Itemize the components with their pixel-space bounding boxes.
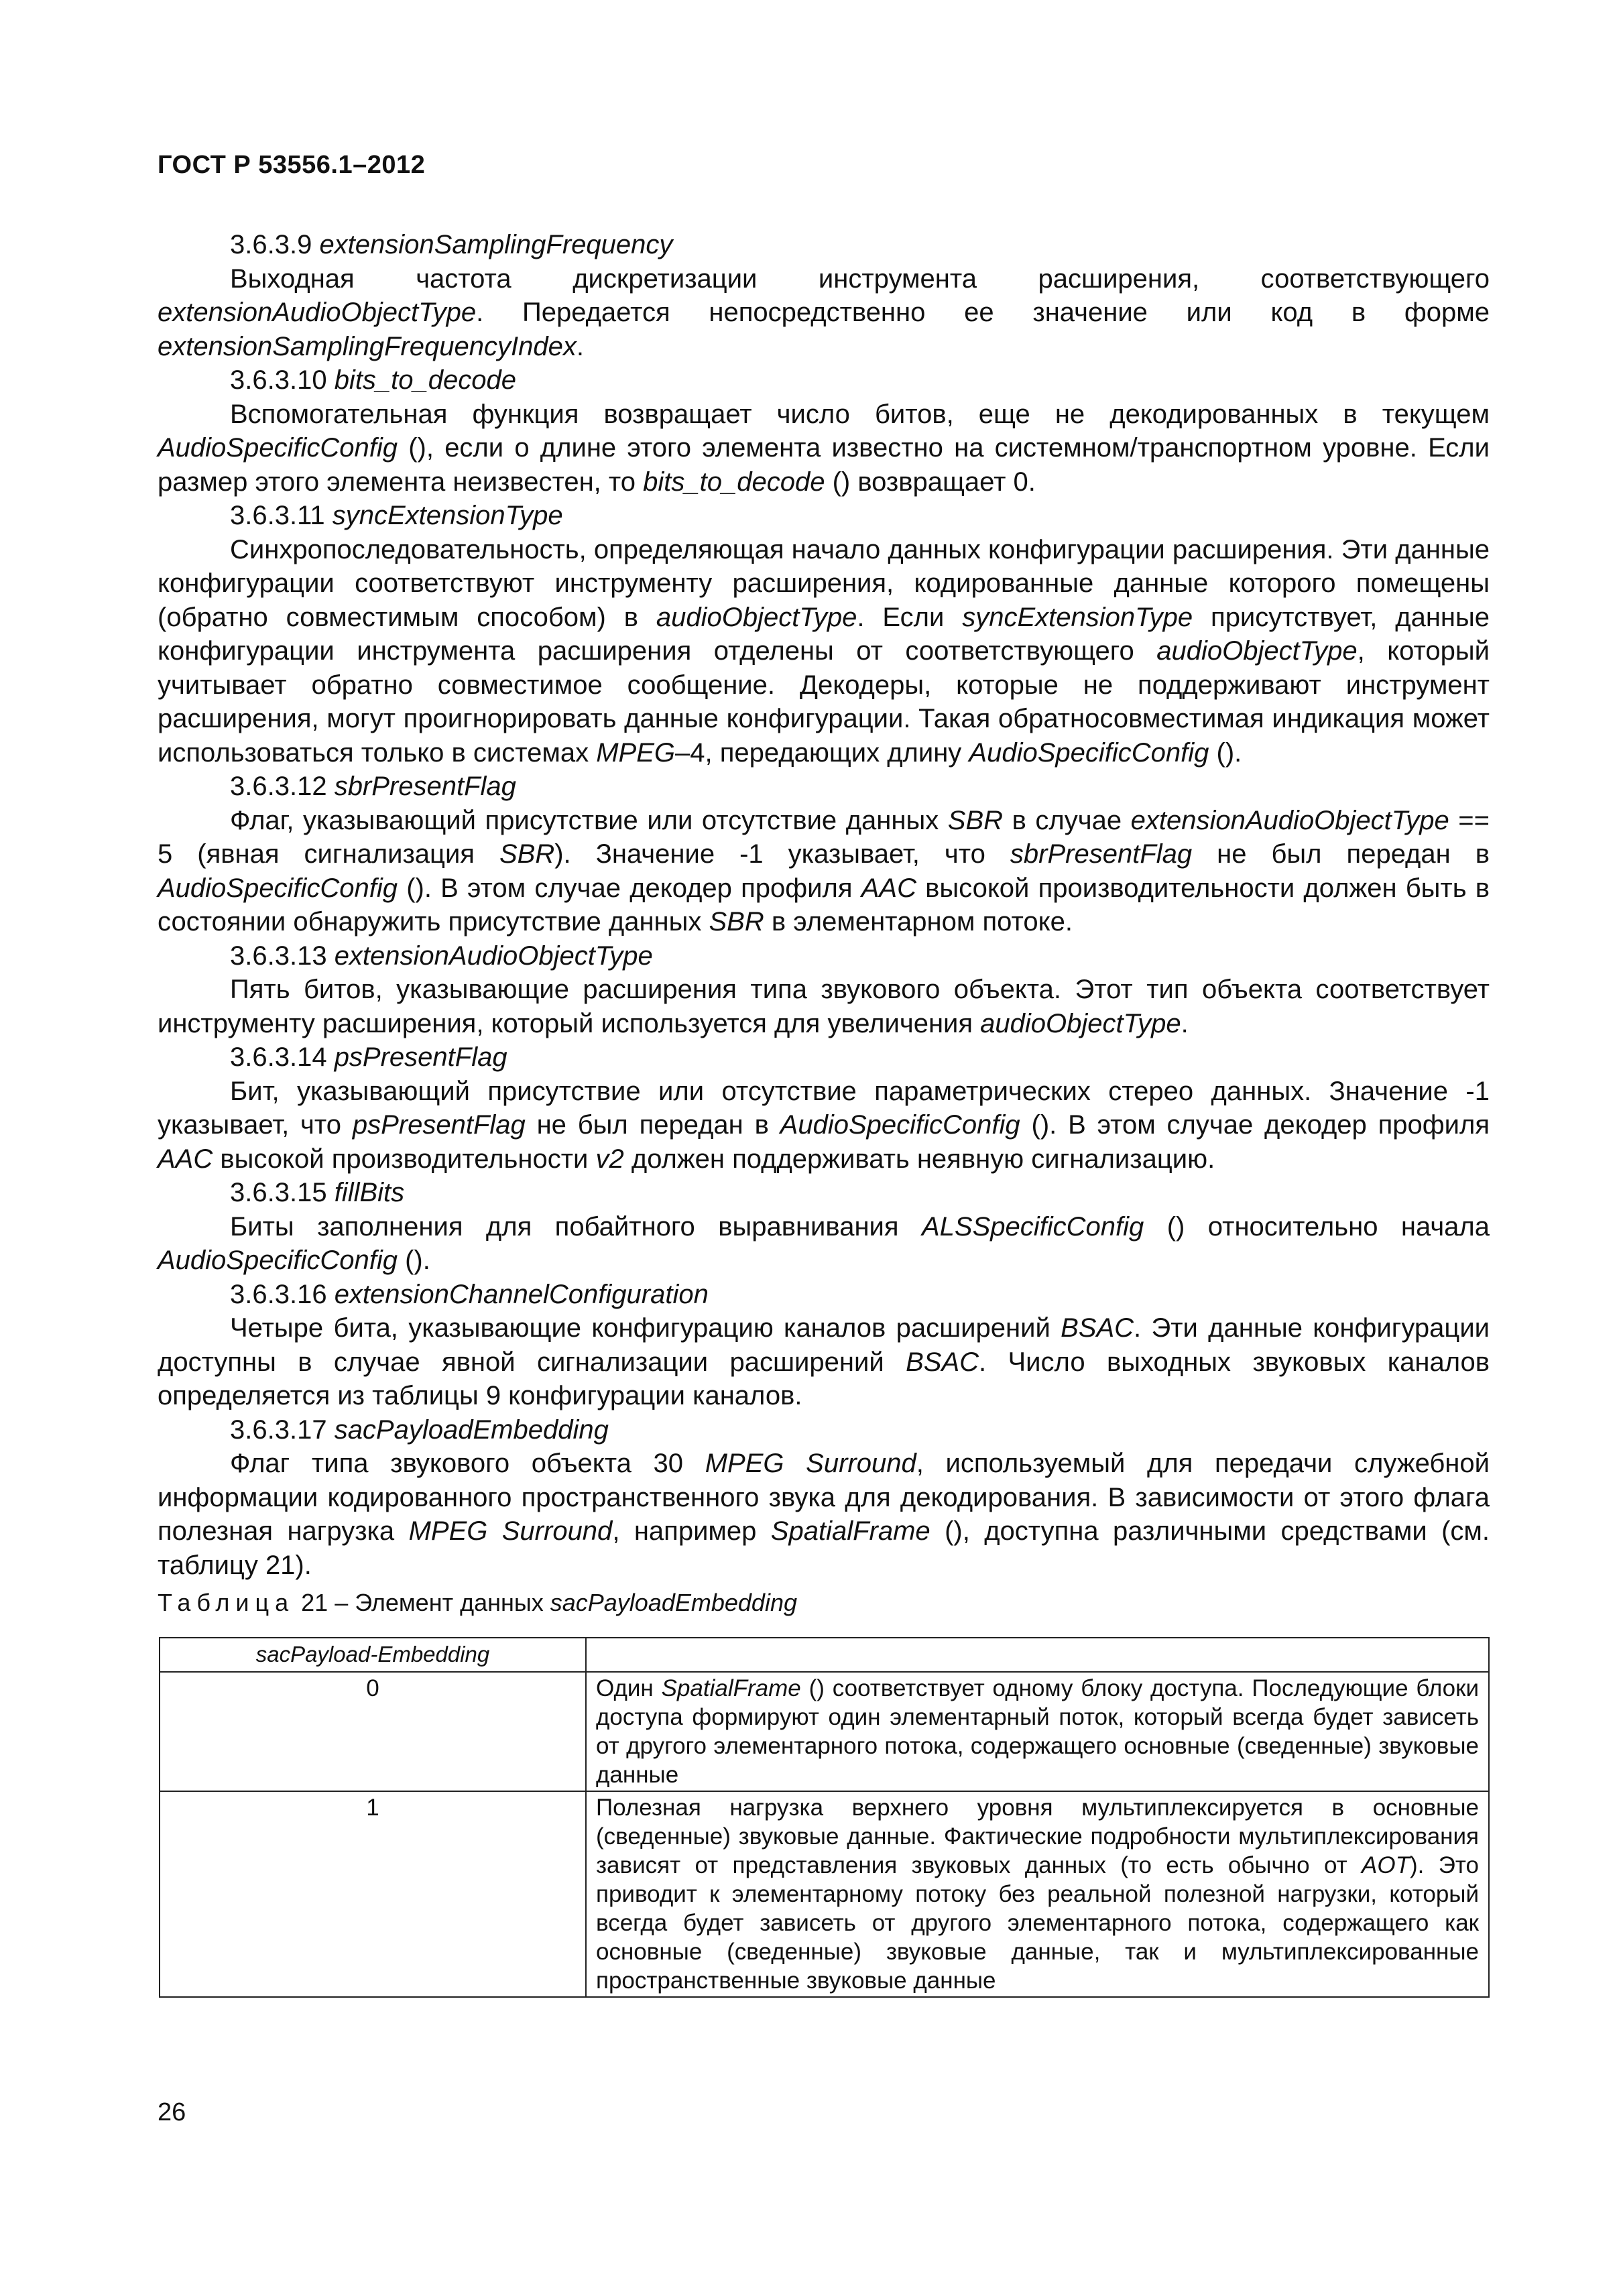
text-run: Вспомогательная функция возвращает число битов, еще не декодированных в текущем xyxy=(230,399,1490,429)
text-run: ). Значение -1 указывает, что xyxy=(554,839,1010,869)
table-row xyxy=(160,1791,1489,1997)
section-heading xyxy=(158,939,1490,973)
text-run: Один xyxy=(596,1675,662,1701)
italic-term: BSAC xyxy=(906,1347,979,1377)
table-cell-key: 1 xyxy=(160,1791,586,1997)
section-heading xyxy=(158,1278,1490,1312)
italic-term: extensionSamplingFrequencyIndex xyxy=(158,331,577,361)
text-run: () относительно начала xyxy=(1144,1211,1490,1242)
section-heading xyxy=(158,363,1490,398)
text-run: Биты заполнения для побайтного выравнивания xyxy=(230,1211,922,1242)
text-run: не был передан в xyxy=(1192,839,1490,869)
document-header: ГОСТ Р 53556.1–2012 xyxy=(158,151,426,179)
section-heading xyxy=(158,1040,1490,1075)
text-run: 3.6.3.12 xyxy=(230,772,335,801)
italic-term: ALSSpecificConfig xyxy=(921,1211,1144,1242)
text-run: Полезная нагрузка верхнего уровня мультиплексируется в основные (сведенные) звуковые данные. Фактические подробности мультиплексирования зависят от представления звуковых данных (то есть обычно от xyxy=(596,1795,1479,1878)
table-caption-label: Таблица xyxy=(158,1589,295,1616)
italic-term: sbrPresentFlag xyxy=(1010,839,1193,869)
text-run: Выходная частота дискретизации инструмента расширения, соответствующего xyxy=(230,263,1490,294)
italic-term: SpatialFrame xyxy=(661,1675,801,1701)
italic-term: fillBits xyxy=(334,1178,405,1207)
table-row xyxy=(160,1672,1489,1791)
text-run: 3.6.3.16 xyxy=(230,1279,335,1309)
text-run: () возвращает 0. xyxy=(825,467,1036,497)
italic-term: SBR xyxy=(499,839,555,869)
text-run: –4, передающих длину xyxy=(675,737,969,768)
text-run: (). В этом случае декодер профиля xyxy=(1020,1110,1490,1140)
body-paragraph xyxy=(158,398,1490,499)
text-run: 3.6.3.9 xyxy=(230,230,320,259)
italic-term: AudioSpecificConfig xyxy=(969,737,1209,768)
text-run: Бит, указывающий присутствие или отсутствие параметрических стерео данных. Значение -1 указывает, что xyxy=(158,1076,1490,1140)
italic-term: extensionAudioObjectType xyxy=(158,298,477,327)
italic-term: psPresentFlag xyxy=(352,1110,526,1140)
text-run: ). Это приводит к элементарному потоку без реальной полезной нагрузки, который всегда будет зависеть от другого элементарного потока, содержащего как основные (сведенные) звуковые данные, так и мультиплексированные пространственные звуковые данные xyxy=(596,1852,1479,1994)
table-cell-description xyxy=(586,1791,1489,1997)
table-header-key: sacPayload-Embedding xyxy=(160,1638,586,1672)
italic-term: AAC xyxy=(861,873,916,903)
text-run: 3.6.3.10 xyxy=(230,365,335,395)
body-paragraph xyxy=(158,973,1490,1040)
text-run: высокой производительности xyxy=(213,1144,596,1174)
text-run: . xyxy=(1181,1008,1189,1038)
text-run: , который учитывает обратно совместимое сообщение. Декодеры, которые не поддерживают инструмент расширения, могут проигнорировать данные конфигурации. Такая обратносовместимая индикация может использоваться только в системах xyxy=(158,636,1490,768)
text-run: 3.6.3.13 xyxy=(230,941,335,971)
italic-term: bits_to_decode xyxy=(643,467,825,497)
italic-term: extensionChannelConfiguration xyxy=(334,1279,709,1309)
table-caption xyxy=(158,1589,797,1617)
italic-term: MPEG Surround xyxy=(408,1516,613,1546)
italic-term: sacPayloadEmbedding xyxy=(334,1414,609,1445)
page-number: 26 xyxy=(158,2098,186,2126)
italic-term: AOT xyxy=(1362,1852,1410,1878)
document-body xyxy=(158,228,1490,1582)
body-paragraph xyxy=(158,1447,1490,1582)
section-heading xyxy=(158,1413,1490,1447)
italic-term: v2 xyxy=(595,1144,624,1174)
section-heading xyxy=(158,228,1490,262)
italic-term: SpatialFrame xyxy=(770,1516,930,1546)
text-run: не был передан в xyxy=(525,1110,780,1140)
data-table xyxy=(159,1637,1490,1998)
text-run: (), доступна различными средствами (см. таблицу 21). xyxy=(158,1516,1490,1580)
text-run: , используемый для передачи служебной информации кодированного пространственного звука для декодирования. В зависимости от этого флага полезная нагрузка xyxy=(158,1449,1490,1546)
text-run: Синхропоследовательность, определяющая начало данных конфигурации расширения. Эти данные конфигурации соответствуют инструменту расширения, кодированные данные которого помещены (обратно совместимым способом) в xyxy=(158,534,1490,632)
italic-term: audioObjectType xyxy=(1156,636,1358,666)
table-cell-key: 0 xyxy=(160,1672,586,1791)
text-run: , например xyxy=(612,1516,771,1546)
text-run: . Эти данные конфигурации доступны в случае явной сигнализации расширений xyxy=(158,1313,1490,1377)
text-run: . xyxy=(576,331,584,361)
text-run: в элементарном потоке. xyxy=(764,907,1073,936)
section-heading xyxy=(158,499,1490,533)
section-heading xyxy=(158,1176,1490,1210)
italic-term: sbrPresentFlag xyxy=(334,772,516,801)
text-run: 3.6.3.17 xyxy=(230,1414,335,1445)
italic-term: AAC xyxy=(158,1144,213,1174)
text-run: . Передается непосредственно ее значение или код в форме xyxy=(476,298,1490,327)
text-run: в случае xyxy=(1003,805,1131,835)
table-caption-term: sacPayloadEmbedding xyxy=(550,1589,797,1616)
text-run: 3.6.3.15 xyxy=(230,1178,335,1207)
table-caption-text: 21 – Элемент данных xyxy=(294,1589,550,1616)
body-paragraph xyxy=(158,1075,1490,1176)
text-run: () соответствует одному блоку доступа. Последующие блоки доступа формируют один элементарный поток, который всегда будет зависеть от другого элементарного потока, содержащего основные (сведенные) звуковые данные xyxy=(596,1675,1479,1788)
italic-term: audioObjectType xyxy=(980,1008,1181,1038)
text-run: . Число выходных звуковых каналов определяется из таблицы 9 конфигурации каналов. xyxy=(158,1347,1490,1410)
text-run: (), если о длине этого элемента известно на системном/транспортном уровне. Если размер этого элемента неизвестен, то xyxy=(158,433,1490,497)
table-header-desc xyxy=(586,1638,1489,1672)
text-run: Четыре бита, указывающие конфигурацию каналов расширений xyxy=(230,1313,1061,1343)
text-run: (). xyxy=(1209,737,1242,768)
text-run: Флаг типа звукового объекта 30 xyxy=(230,1449,705,1478)
italic-term: extensionAudioObjectType xyxy=(1130,805,1449,835)
italic-term: BSAC xyxy=(1061,1313,1134,1343)
italic-term: AudioSpecificConfig xyxy=(158,1246,398,1275)
body-paragraph xyxy=(158,262,1490,364)
text-run: высокой производительности должен быть в состоянии обнаружить присутствие данных xyxy=(158,873,1490,936)
text-run: (). В этом случае декодер профиля xyxy=(398,873,861,903)
body-paragraph xyxy=(158,1210,1490,1278)
table-cell-description xyxy=(586,1672,1489,1791)
italic-term: extensionAudioObjectType xyxy=(334,941,653,971)
table-body xyxy=(160,1672,1489,1997)
body-paragraph xyxy=(158,533,1490,770)
italic-term: AudioSpecificConfig xyxy=(158,873,398,903)
italic-term: MPEG xyxy=(596,737,675,768)
italic-term: syncExtensionType xyxy=(332,501,563,530)
text-run: должен поддерживать неявную сигнализацию. xyxy=(623,1144,1215,1174)
italic-term: AudioSpecificConfig xyxy=(158,433,398,463)
italic-term: extensionSamplingFrequency xyxy=(319,230,673,259)
text-run: 3.6.3.11 xyxy=(230,501,333,530)
text-run: 3.6.3.14 xyxy=(230,1042,335,1072)
text-run: присутствует, данные конфигурации инструмента расширения отделены от соответствующего xyxy=(158,602,1490,666)
text-run: == 5 (явная сигнализация xyxy=(158,805,1490,869)
table-header-row xyxy=(160,1638,1489,1672)
section-heading xyxy=(158,770,1490,804)
italic-term: syncExtensionType xyxy=(962,602,1193,632)
italic-term: AudioSpecificConfig xyxy=(780,1110,1020,1140)
text-run: Флаг, указывающий присутствие или отсутствие данных xyxy=(230,805,948,835)
italic-term: bits_to_decode xyxy=(334,365,517,395)
text-run: Пять битов, указывающие расширения типа звукового объекта. Этот тип объекта соответствует инструменту расширения, который используется для увеличения xyxy=(158,975,1490,1038)
italic-term: audioObjectType xyxy=(656,602,857,632)
text-run: . Если xyxy=(857,602,963,632)
italic-term: SBR xyxy=(709,907,764,936)
body-paragraph xyxy=(158,804,1490,939)
body-paragraph xyxy=(158,1311,1490,1413)
italic-term: MPEG Surround xyxy=(705,1449,916,1478)
italic-term: SBR xyxy=(947,805,1004,835)
italic-term: psPresentFlag xyxy=(334,1042,507,1072)
text-run: (). xyxy=(398,1246,430,1275)
